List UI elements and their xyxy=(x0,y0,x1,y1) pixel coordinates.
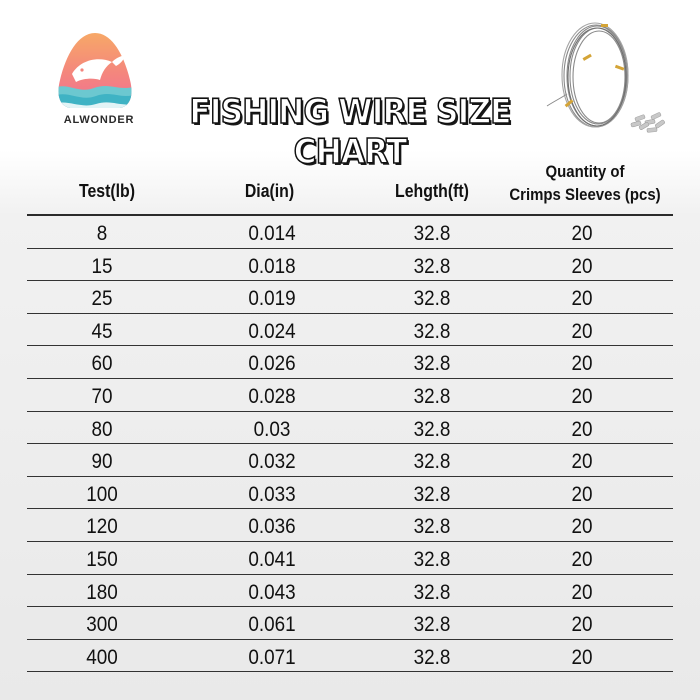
cell-diameter: 0.071 xyxy=(248,645,296,669)
cell-test: 80 xyxy=(91,417,113,441)
cell-test: 120 xyxy=(86,515,118,539)
cell-length: 32.8 xyxy=(413,287,451,311)
cell-length: 32.8 xyxy=(413,482,451,506)
cell-crimp-quantity: 20 xyxy=(571,287,593,311)
table-row xyxy=(27,607,673,640)
table-row xyxy=(27,444,673,477)
wire-coil-product-image xyxy=(535,18,685,143)
cell-test: 70 xyxy=(91,384,113,408)
cell-diameter: 0.018 xyxy=(248,254,296,278)
cell-length: 32.8 xyxy=(413,319,451,343)
cell-test: 180 xyxy=(86,580,118,604)
cell-length: 32.8 xyxy=(413,254,451,278)
table-row xyxy=(27,346,673,379)
cell-diameter: 0.028 xyxy=(248,384,296,408)
cell-crimp-quantity: 20 xyxy=(571,450,593,474)
cell-test: 8 xyxy=(96,222,108,245)
table-row xyxy=(27,314,673,347)
header-crimp-quantity: Quantity of Crimps Sleeves (pcs) xyxy=(509,162,661,204)
cell-crimp-quantity: 20 xyxy=(571,482,593,506)
cell-diameter: 0.019 xyxy=(248,287,296,311)
cell-test: 25 xyxy=(91,287,113,311)
cell-length: 32.8 xyxy=(413,547,451,571)
cell-crimp-quantity: 20 xyxy=(571,319,593,343)
cell-crimp-quantity: 20 xyxy=(571,254,593,278)
table-row xyxy=(27,281,673,314)
cell-crimp-quantity: 20 xyxy=(571,645,593,669)
header-test: Test(lb) xyxy=(78,181,136,201)
table-row xyxy=(27,575,673,608)
cell-length: 32.8 xyxy=(413,515,451,539)
cell-length: 32.8 xyxy=(413,645,451,669)
table-row xyxy=(27,509,673,542)
cell-crimp-quantity: 20 xyxy=(571,580,593,604)
cell-length: 32.8 xyxy=(413,613,451,637)
cell-crimp-quantity: 20 xyxy=(571,352,593,376)
page-title: FISHING WIRE SIZE CHART xyxy=(189,92,511,172)
cell-crimp-quantity: 20 xyxy=(571,547,593,571)
cell-test: 100 xyxy=(86,482,118,506)
cell-test: 150 xyxy=(86,547,118,571)
cell-test: 90 xyxy=(91,450,113,474)
cell-crimp-quantity: 20 xyxy=(571,384,593,408)
table-row xyxy=(27,379,673,412)
cell-diameter: 0.036 xyxy=(248,515,296,539)
brand-name: ALWONDER xyxy=(63,114,135,126)
cell-length: 32.8 xyxy=(413,580,451,604)
header-diameter: Dia(in) xyxy=(244,181,295,201)
table-row xyxy=(27,542,673,575)
cell-test: 400 xyxy=(86,645,118,669)
cell-test: 45 xyxy=(91,319,113,343)
size-chart-table xyxy=(27,150,673,672)
cell-crimp-quantity: 20 xyxy=(571,515,593,539)
cell-diameter: 0.024 xyxy=(248,319,296,343)
table-row xyxy=(27,249,673,282)
alwonder-logo xyxy=(50,30,140,130)
table-row xyxy=(27,216,673,249)
table-body xyxy=(27,216,673,672)
cell-test: 60 xyxy=(91,352,113,376)
cell-crimp-quantity: 20 xyxy=(571,417,593,441)
table-header xyxy=(27,150,673,216)
cell-diameter: 0.061 xyxy=(248,613,296,637)
fish-logo-icon xyxy=(54,30,136,112)
cell-crimp-quantity: 20 xyxy=(571,222,593,245)
cell-diameter: 0.043 xyxy=(248,580,296,604)
cell-diameter: 0.041 xyxy=(248,547,296,571)
table-row xyxy=(27,640,673,673)
cell-diameter: 0.026 xyxy=(248,352,296,376)
table-row xyxy=(27,477,673,510)
cell-diameter: 0.014 xyxy=(248,222,296,245)
cell-crimp-quantity: 20 xyxy=(571,613,593,637)
cell-diameter: 0.032 xyxy=(248,450,296,474)
cell-diameter: 0.033 xyxy=(248,482,296,506)
cell-length: 32.8 xyxy=(413,417,451,441)
cell-length: 32.8 xyxy=(413,352,451,376)
cell-test: 15 xyxy=(91,254,113,278)
cell-diameter: 0.03 xyxy=(253,417,291,441)
cell-length: 32.8 xyxy=(413,450,451,474)
header-length: Lehgth(ft) xyxy=(395,181,469,201)
cell-length: 32.8 xyxy=(413,222,451,245)
cell-test: 300 xyxy=(86,613,118,637)
table-row xyxy=(27,412,673,445)
cell-length: 32.8 xyxy=(413,384,451,408)
